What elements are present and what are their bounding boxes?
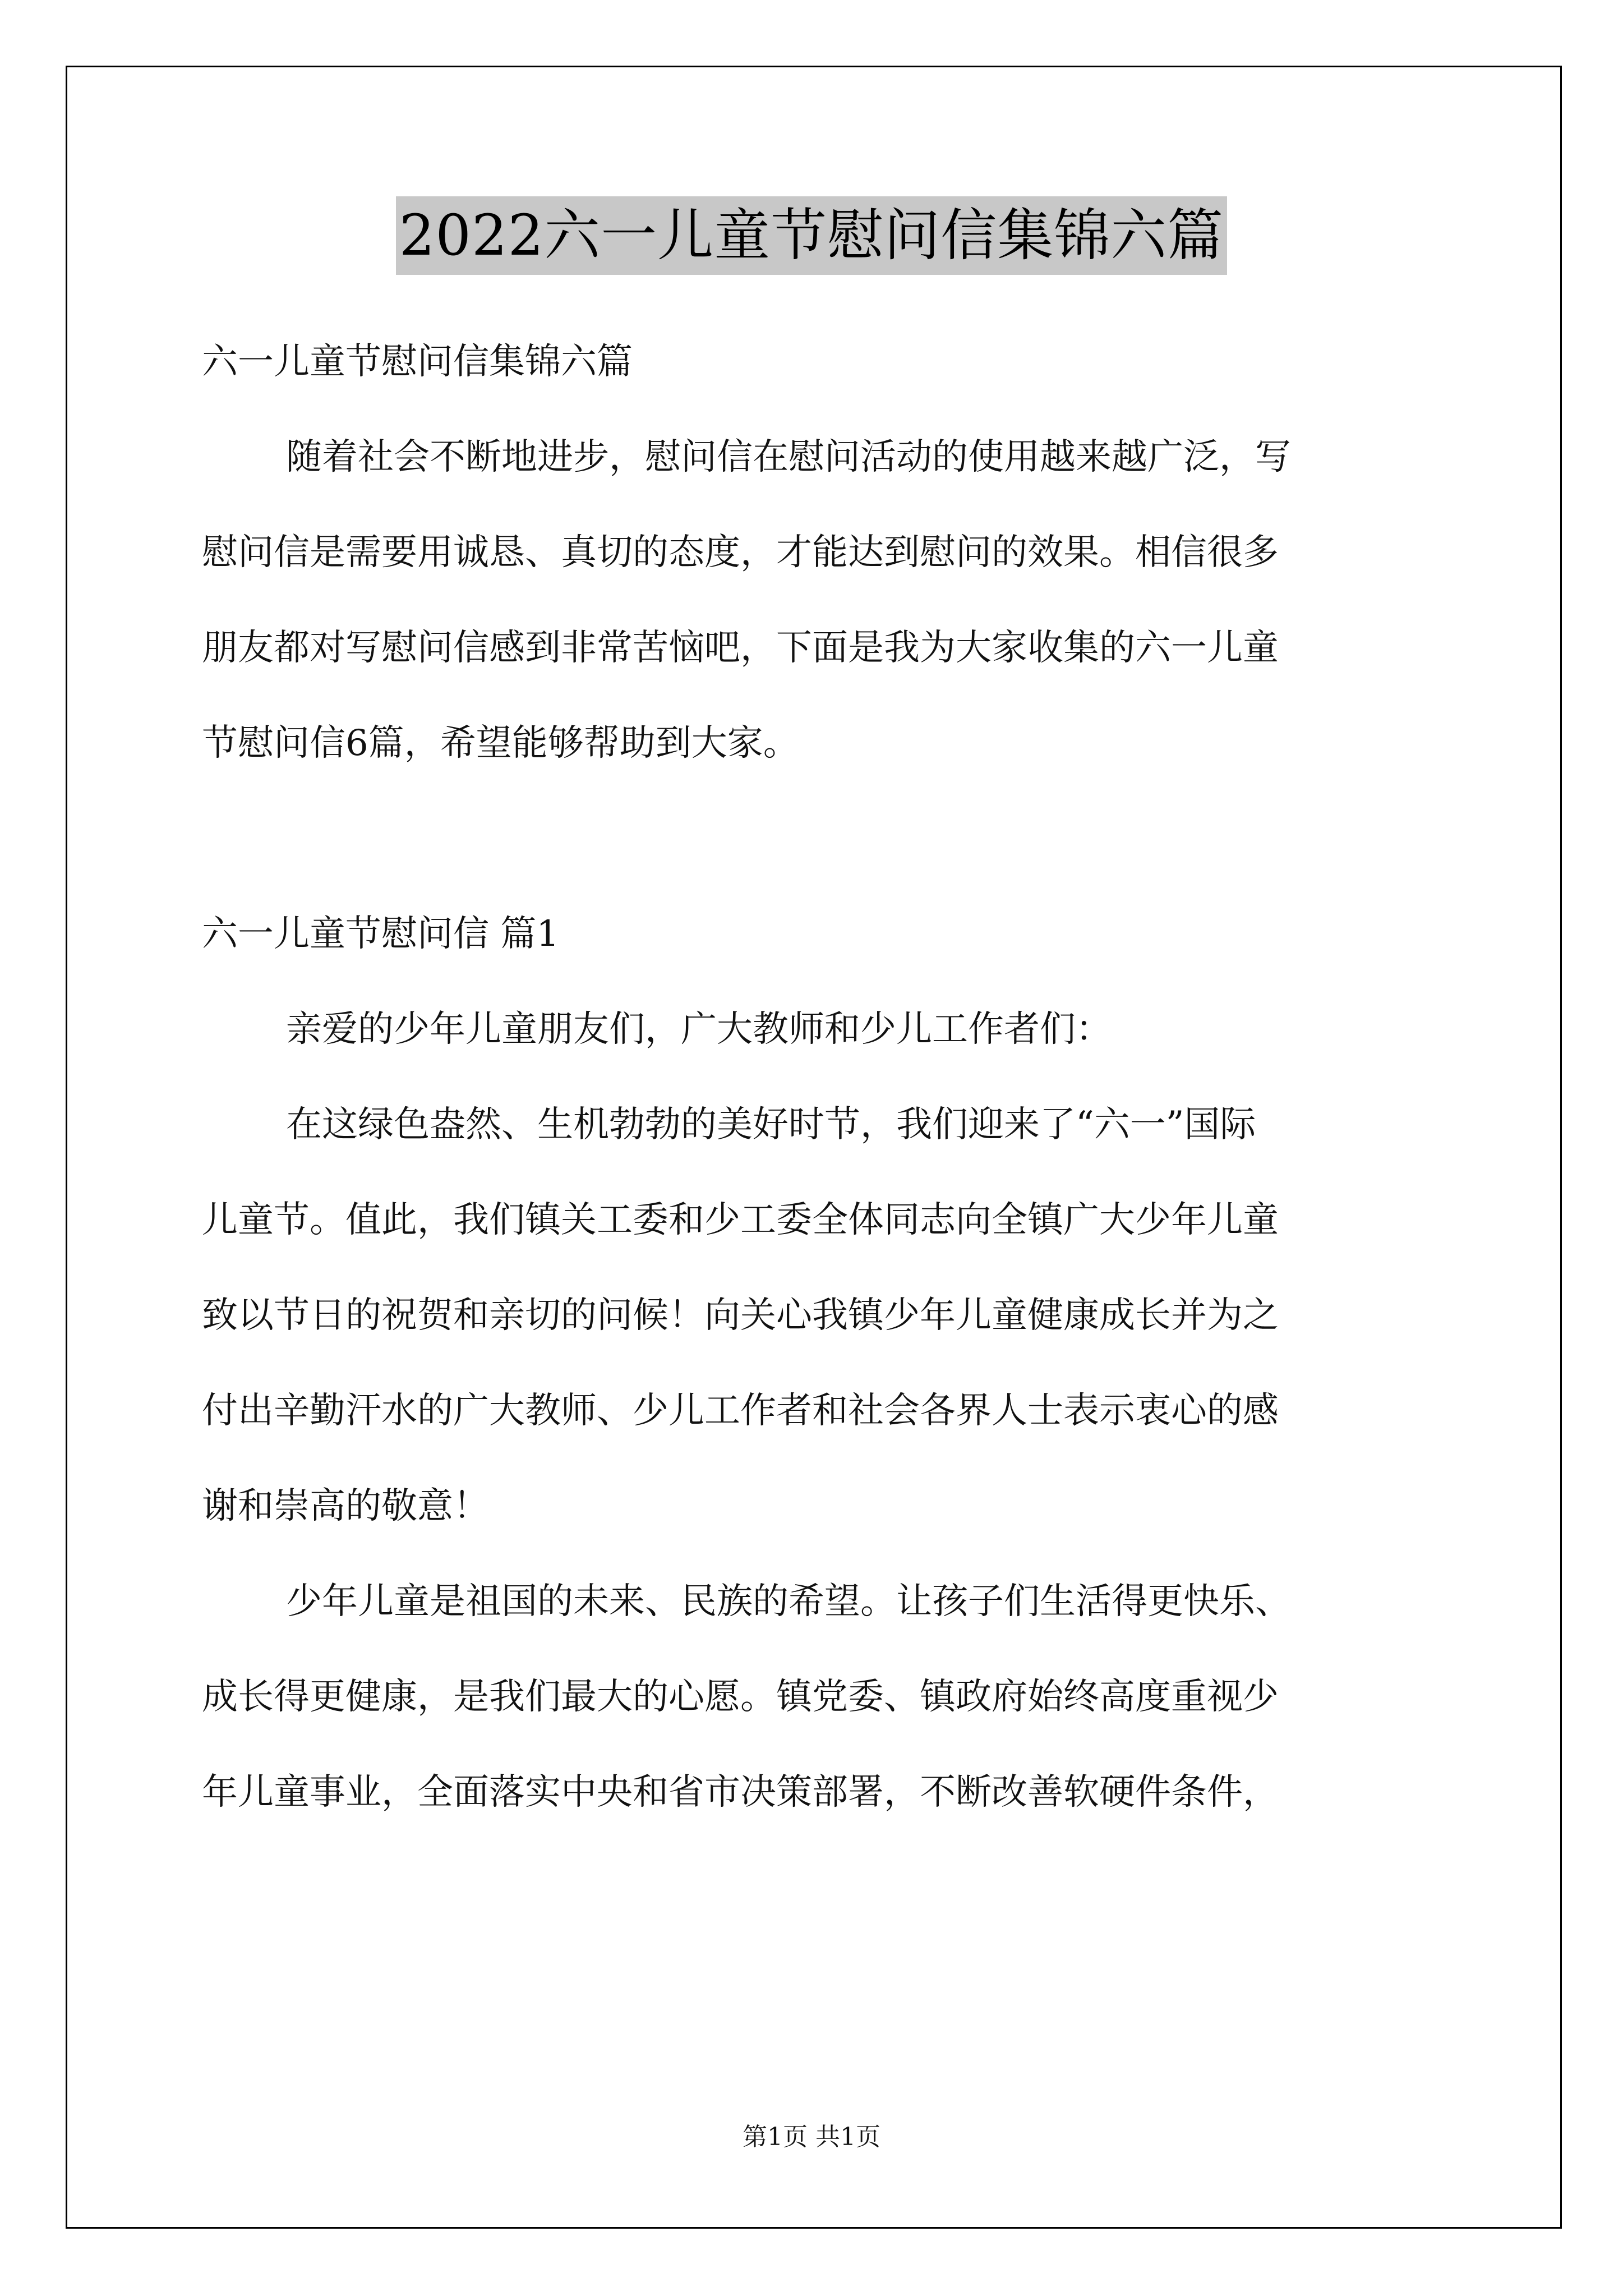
- paragraph-line: 付出辛勤汗水的广大教师、少儿工作者和社会各界人士表示衷心的感: [202, 1390, 1279, 1432]
- page-footer: [0, 2120, 1623, 2154]
- paragraph-line: 谢和崇高的敬意！: [202, 1485, 489, 1527]
- section-heading: 六一儿童节慰问信 篇1: [202, 913, 560, 955]
- spacer: [202, 791, 1436, 886]
- document-title: 2022六一儿童节慰问信集锦六篇: [396, 196, 1228, 275]
- title-container: [0, 196, 1623, 275]
- document-body: [202, 314, 1436, 1840]
- intro-line: 节慰问信6篇，希望能够帮助到大家。: [202, 723, 799, 764]
- paragraph-line: 少年儿童是祖国的未来、民族的希望。让孩子们生活得更快乐、: [286, 1581, 1291, 1622]
- intro-line: 随着社会不断地进步，慰问信在慰问活动的使用越来越广泛，写: [286, 436, 1291, 478]
- intro-line: 朋友都对写慰问信感到非常苦恼吧，下面是我为大家收集的六一儿童: [202, 627, 1279, 669]
- document-subtitle: 六一儿童节慰问信集锦六篇: [202, 341, 633, 383]
- salutation: 亲爱的少年儿童朋友们，广大教师和少儿工作者们：: [286, 1009, 1112, 1050]
- paragraph-line: 成长得更健康，是我们最大的心愿。镇党委、镇政府始终高度重视少: [202, 1676, 1279, 1718]
- paragraph-line: 儿童节。值此，我们镇关工委和少工委全体同志向全镇广大少年儿童: [202, 1199, 1279, 1241]
- page-number: 第1页 共1页: [743, 2123, 880, 2151]
- paragraph-line: 致以节日的祝贺和亲切的问候！向关心我镇少年儿童健康成长并为之: [202, 1295, 1279, 1336]
- intro-line: 慰问信是需要用诚恳、真切的态度，才能达到慰问的效果。相信很多: [202, 532, 1279, 573]
- paragraph-line: 年儿童事业，全面落实中央和省市决策部署，不断改善软硬件条件，: [202, 1772, 1279, 1813]
- paragraph-line: 在这绿色盎然、生机勃勃的美好时节，我们迎来了“六一”国际: [286, 1104, 1256, 1145]
